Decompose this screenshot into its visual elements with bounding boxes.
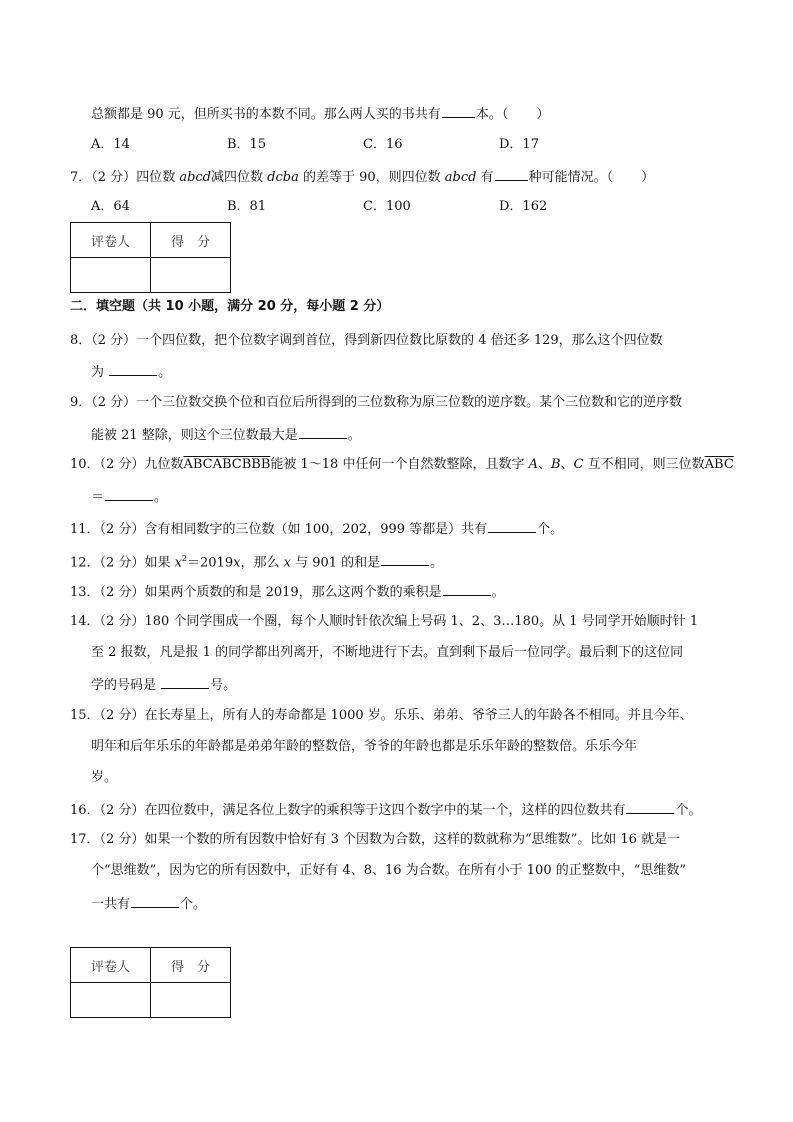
q12-var: x	[174, 555, 182, 571]
score-table	[70, 947, 231, 1018]
score-cell[interactable]	[151, 983, 231, 1018]
q16-text: 16．（2 分）在四位数中，满足各位上数字的乘积等于这四个数字中的某一个，这样的四位数共有	[70, 803, 626, 818]
q10-number-overline: ABCABCBBB	[183, 457, 271, 472]
grader-cell[interactable]	[71, 983, 151, 1018]
q6-option-b[interactable]: B．15	[227, 137, 267, 152]
answer-blank[interactable]	[299, 425, 347, 439]
q10-line1	[70, 456, 734, 474]
q6-option-c[interactable]: C．16	[363, 137, 403, 152]
grader-label: 评卷人	[71, 948, 151, 983]
q17-line2: 个“思维数”，因为它的所有因数中，正好有 4、8、16 为合数。在所有小于 100 的正整数中，“思维数”	[91, 863, 687, 878]
q7-text: 减四位数	[211, 170, 268, 185]
q7-var: dcba	[267, 170, 299, 185]
q11-text: 11．（2 分）含有相同数字的三位数（如 100，202，999 等都是）共有	[70, 522, 488, 537]
q7-points: （2 分）	[91, 170, 137, 185]
q13-line	[70, 582, 505, 602]
q8-text-tail: 。	[158, 365, 172, 380]
q10-text: ＝	[91, 490, 105, 505]
q17-text: 一共有	[91, 897, 131, 912]
q15-line1: 15．（2 分）在长寿星上，所有人的寿命都是 1000 岁。乐乐、弟弟、爷爷三人的年龄各不相同。并且今年、	[70, 708, 693, 723]
q15-line3: 岁。	[91, 770, 118, 785]
score-label: 得 分	[151, 948, 231, 983]
q14-line1: 14．（2 分）180 个同学围成一个圈，每个人顺时针依次编上号码 1、2、3…180。从 1 号同学开始顺时针 1	[70, 614, 699, 629]
q7-var: abcd	[444, 170, 477, 185]
q12-var: x	[283, 555, 291, 571]
q9-line2	[91, 425, 361, 445]
q17-line3	[91, 894, 206, 914]
q7-var: abcd	[179, 170, 212, 185]
q10-sep: 、	[560, 457, 574, 472]
answer-blank[interactable]	[488, 519, 536, 533]
grader-label: 评卷人	[71, 223, 151, 258]
score-label: 得 分	[151, 223, 231, 258]
q12-text: 与 901 的和是	[290, 555, 381, 571]
q13-text-tail: 。	[491, 585, 505, 600]
answer-blank[interactable]	[109, 362, 157, 376]
paren-close: ）	[641, 170, 655, 185]
q14-line3	[91, 675, 236, 695]
q6-option-a[interactable]: A．14	[91, 137, 130, 152]
q7-text: 的差等于 90，则四位数	[298, 170, 445, 185]
q15-line2: 明年和后年乐乐的年龄都是弟弟年龄的整数倍，爷爷的年龄也都是乐乐年龄的整数倍。乐乐今年	[91, 739, 638, 754]
q7-stem	[70, 167, 654, 187]
q8-text: 为	[91, 365, 109, 380]
q7-number: 7．	[70, 170, 92, 185]
grader-cell[interactable]	[71, 258, 151, 293]
q11-line	[70, 519, 563, 539]
q14-text: 学的号码是	[91, 678, 161, 693]
q12-text-tail: 。	[430, 555, 444, 571]
section-heading: 二．填空题（共 10 小题，满分 20 分，每小题 2 分）	[70, 299, 390, 314]
q8-line1: 8．（2 分）一个四位数，把个位数字调到首位，得到新四位数比原数的 4 倍还多 129，那么这个四位数	[70, 333, 663, 348]
q7-option-d[interactable]: D．162	[499, 199, 548, 214]
q10-var: A	[528, 457, 538, 472]
q17-text-tail: 个。	[180, 897, 207, 912]
q6-option-d[interactable]: D．17	[499, 137, 539, 152]
q10-abc-overline: $\overline{ABC}$	[704, 457, 734, 472]
q10-line2	[91, 487, 167, 507]
q9-line1: 9．（2 分）一个三位数交换个位和百位后所得到的三位数称为原三位数的逆序数。某个三位数和它的逆序数	[70, 395, 683, 410]
q12-var: x	[233, 555, 241, 571]
q10-text-tail: 。	[154, 490, 168, 505]
q6-text-tail: 本。（	[475, 107, 509, 122]
q9-text-tail: 。	[347, 428, 361, 443]
q6-stem-continued	[91, 104, 549, 124]
q7-text: 种可能情况。（	[528, 170, 614, 185]
q10-text: 能被 1～18 中任何一个自然数整除，且数字	[270, 457, 529, 472]
answer-blank[interactable]	[443, 582, 491, 596]
answer-blank[interactable]	[381, 552, 429, 566]
q10-sep: 、	[537, 457, 551, 472]
q8-line2	[91, 362, 171, 382]
q10-var: B	[551, 457, 561, 472]
q11-text-tail: 个。	[537, 522, 564, 537]
answer-blank[interactable]	[495, 167, 528, 181]
answer-blank[interactable]	[442, 104, 475, 118]
q6-options	[91, 136, 635, 154]
q13-text: 13．（2 分）如果两个质数的和是 2019，那么这两个数的乘积是	[70, 585, 442, 600]
q12-line	[70, 550, 443, 572]
q12-text: ，那么	[240, 555, 284, 571]
q10-var: C	[573, 457, 584, 472]
q12-text: 12．（2 分）如果	[70, 555, 175, 571]
q7-option-c[interactable]: C．100	[363, 199, 411, 214]
answer-blank[interactable]	[105, 487, 153, 501]
q17-line1: 17．（2 分）如果一个数的所有因数中恰好有 3 个因数为合数，这样的数就称为“思维数”。比如 16 就是一	[70, 832, 681, 847]
q16-text-tail: 个。	[675, 803, 702, 818]
answer-blank[interactable]	[131, 894, 179, 908]
q14-text-tail: 号。	[210, 678, 237, 693]
q7-text: 有	[476, 170, 494, 185]
q16-line	[70, 800, 701, 820]
score-table	[70, 222, 231, 293]
q10-text: 10．（2 分）九位数	[70, 457, 184, 472]
q7-text: 四位数	[136, 170, 180, 185]
answer-blank[interactable]	[161, 675, 209, 689]
score-cell[interactable]	[151, 258, 231, 293]
q7-options	[91, 198, 635, 216]
q6-text: 总额都是 90 元，但所买书的本数不同。那么两人买的书共有	[91, 107, 441, 122]
q12-exponent: 2	[181, 554, 188, 563]
paren-close: ）	[536, 107, 550, 122]
q7-option-b[interactable]: B．81	[227, 199, 267, 214]
q14-line2: 至 2 报数，凡是报 1 的同学都出列离开，不断地进行下去。直到剩下最后一位同学。最后剩下的这位同	[91, 645, 684, 660]
answer-blank[interactable]	[626, 800, 674, 814]
q7-option-a[interactable]: A．64	[91, 199, 130, 214]
q10-text: 互不相同，则三位数	[583, 457, 705, 472]
q9-text: 能被 21 整除，则这个三位数最大是	[91, 428, 298, 443]
q12-text: ＝2019	[187, 555, 234, 571]
